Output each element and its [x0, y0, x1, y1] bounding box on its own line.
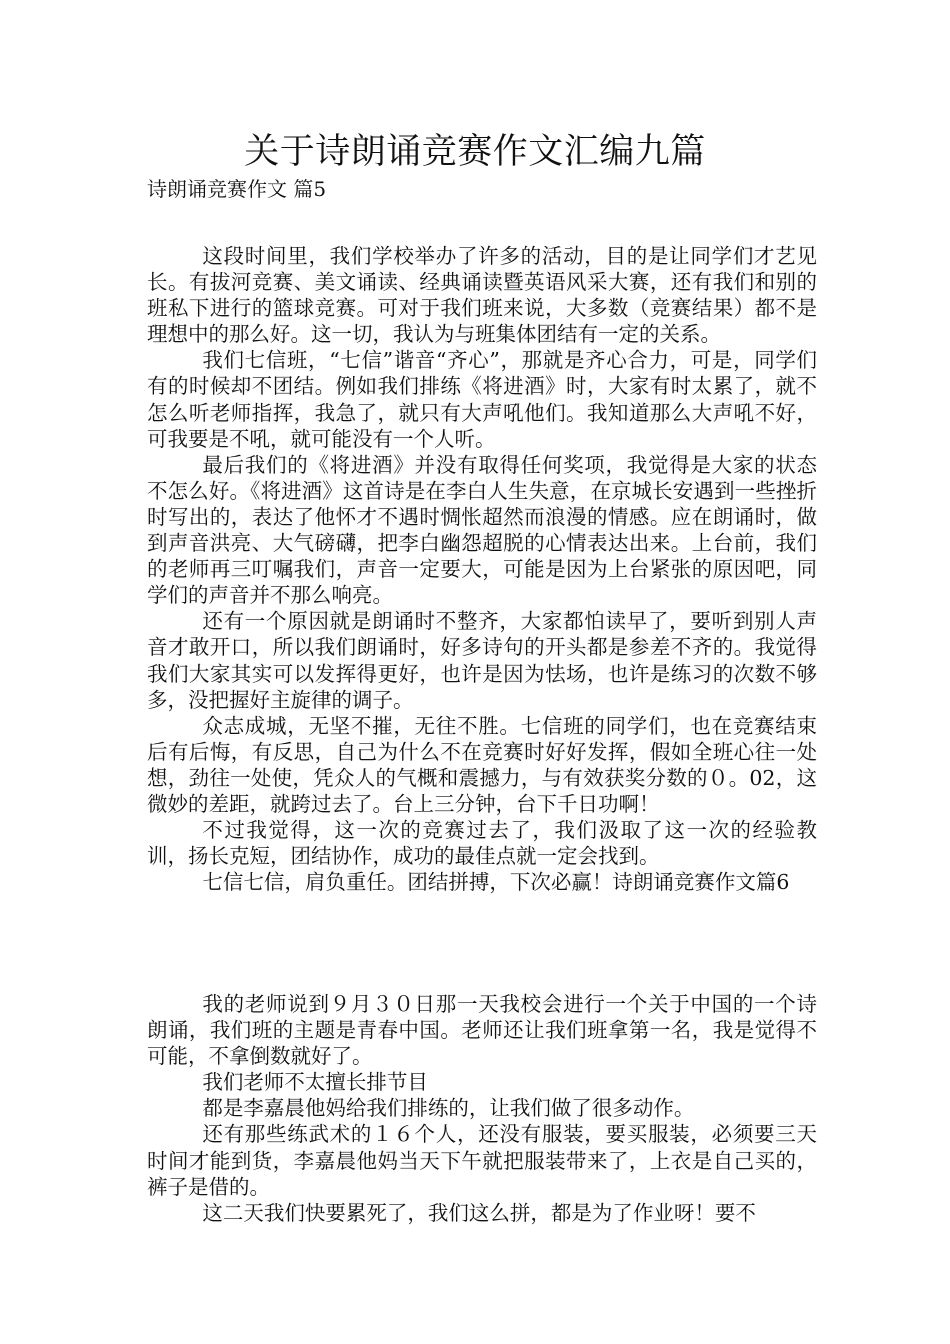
paragraph: 众志成城，无坚不摧，无往不胜。七信班的同学们，也在竞赛结束后有后悔，有反思，自己为什么不在竞赛时好好发挥，假如全班心往一处想，劲往一处使，凭众人的气概和震撼力，与有效获奖分数的０。02，这微妙的差距，就跨过去了。台上三分钟，台下千日功啊！: [147, 713, 817, 816]
paragraph: 最后我们的《将进酒》并没有取得任何奖项，我觉得是大家的状态不怎么好。《将进酒》这首诗是在李白人生失意，在京城长安遇到一些挫折时写出的，表达了他怀才不遇时惆怅超然而浪漫的情感。应在朗诵时，做到声音洪亮、大气磅礴，把李白幽怨超脱的心情表达出来。上台前，我们的老师再三叮嘱我们，声音一定要大，可能是因为上台紧张的原因吧，同学们的声音并不那么响亮。: [147, 452, 817, 608]
essay-body-part-2: [147, 991, 817, 1226]
paragraph: 都是李嘉晨他妈给我们排练的，让我们做了很多动作。: [202, 1096, 695, 1121]
paragraph: 我的老师说到９月３０日那一天我校会进行一个关于中国的一个诗朗诵，我们班的主题是青春中国。老师还让我们班拿第一名，我是觉得不可能，不拿倒数就好了。: [147, 992, 817, 1069]
paragraph: 我们七信班，“七信”谐音“齐心”，那就是齐心合力，可是，同学们有的时候却不团结。例如我们排练《将进酒》时，大家有时太累了，就不怎么听老师指挥，我急了，就只有大声吼他们。我知道那么大声吼不好，可我要是不吼，就可能没有一个人听。: [147, 348, 817, 451]
paragraph: 七信七信，肩负重任。团结拼搏，下次必赢！诗朗诵竞赛作文篇6: [202, 870, 790, 895]
section-heading: 诗朗诵竞赛作文 篇5: [147, 177, 327, 201]
essay-body-part-1: [147, 243, 817, 895]
paragraph: 这段时间里，我们学校举办了许多的活动，目的是让同学们才艺见长。有拔河竞赛、美文诵读、经典诵读暨英语风采大赛，还有我们和别的班私下进行的篮球竞赛。可对于我们班来说，大多数（竞赛结果）都不是理想中的那么好。这一切，我认为与班集体团结有一定的关系。: [147, 244, 817, 347]
paragraph: 这二天我们快要累死了，我们这么拼，都是为了作业呀！要不: [202, 1200, 756, 1225]
paragraph: 还有那些练武术的１６个人，还没有服装，要买服装，必须要三天时间才能到货，李嘉晨他妈当天下午就把服装带来了，上衣是自己买的，裤子是借的。: [147, 1122, 817, 1199]
paragraph: 不过我觉得，这一次的竞赛过去了，我们汲取了这一次的经验教训，扬长克短，团结协作，成功的最佳点就一定会找到。: [147, 818, 817, 869]
document-title: 关于诗朗诵竞赛作文汇编九篇: [244, 132, 706, 172]
paragraph: 我们老师不太擅长排节目: [202, 1070, 428, 1095]
paragraph: 还有一个原因就是朗诵时不整齐，大家都怕读早了，要听到别人声音才敢开口，所以我们朗诵时，好多诗句的开头都是参差不齐的。我觉得我们大家其实可以发挥得更好，也许是因为怯场，也许是练习的次数不够多，没把握好主旋律的调子。: [147, 609, 817, 712]
